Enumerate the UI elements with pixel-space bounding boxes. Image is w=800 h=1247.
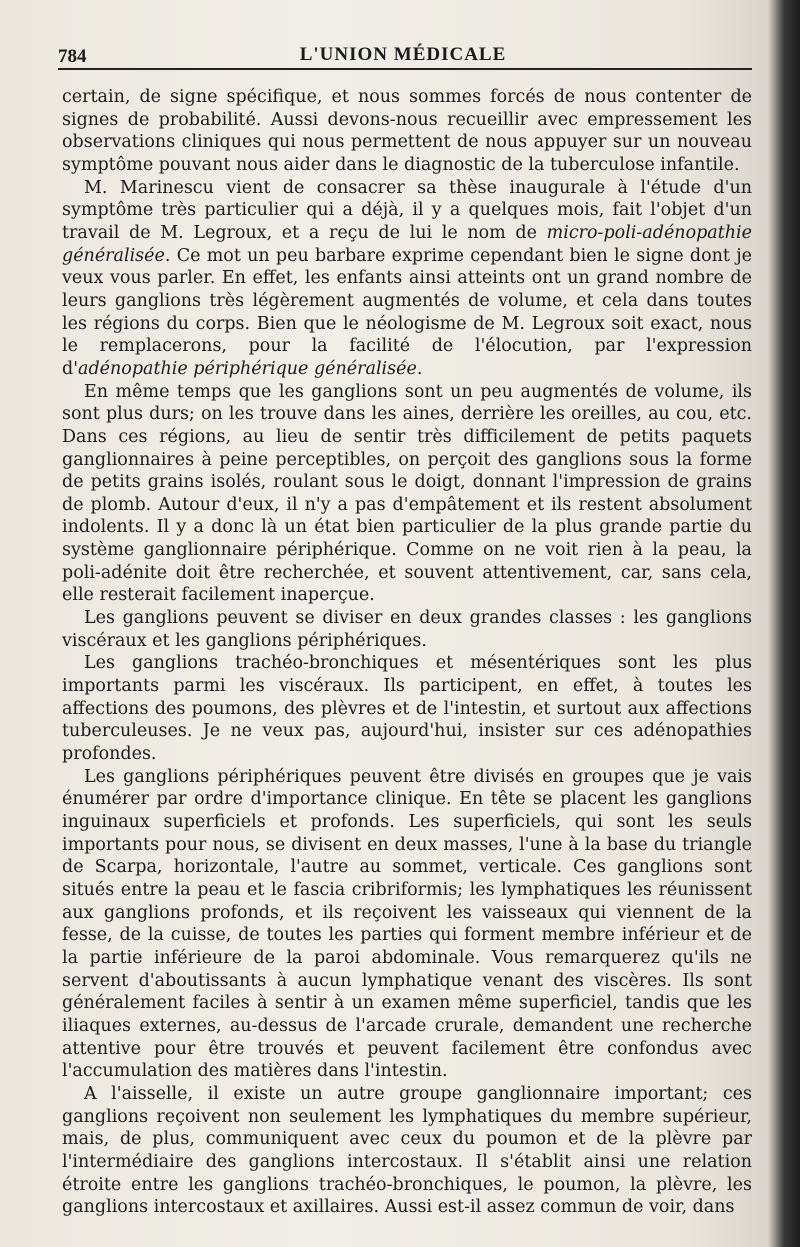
paragraph-text: Les ganglions trachéo-bronchiques et mésentériques sont les plus importants parmi les viscéraux. Ils participent, en effet, à toutes les affections des poumons, des plèvres et de l'intestin, et surtout aux affections tuberculeuses. Je ne veux pas, aujourd'hui, insister sur ces adénopathies profondes. <box>62 653 752 765</box>
page-header <box>58 38 748 72</box>
paragraph <box>62 86 752 177</box>
paragraph <box>62 766 752 1083</box>
paragraph-text: M. Marinescu vient de consacrer sa thèse inaugurale à l'étude d'un symptôme très particulier qui a déjà, il y a quelques mois, fait l'objet d'un travail de M. Legroux, et a reçu de lui le nom de <box>62 177 752 243</box>
page-number: 784 <box>58 46 87 67</box>
paragraph <box>62 177 752 381</box>
paragraph <box>62 1083 752 1219</box>
italic-term: adénopathie périphérique généralisée <box>78 358 417 379</box>
article-body <box>62 86 752 1219</box>
paragraph-text: . Ce mot un peu barbare exprime cependant bien le signe dont je veux vous parler. En effet, les enfants ainsi atteints ont un grand nombre de leurs ganglions très légèrement augmentés de volume, et cela dans toutes les régions du corps. Bien que le néologisme de M. Legroux soit exact, nous le remplacerons, pour la facilité de l'élocution, par l'expression d' <box>62 245 752 379</box>
paragraph-text: En même temps que les ganglions sont un peu augmentés de volume, ils sont plus durs; on les trouve dans les aines, derrière les oreilles, au cou, etc. Dans ces régions, au lieu de sentir très difficilement de petits paquets ganglionnaires à peine perceptibles, on perçoit des ganglions sous la forme de petits grains isolés, roulant sous le doigt, donnant l'impression de grains de plomb. Autour d'eux, il n'y a pas d'empâtement et ils restent absolument indolents. Il y a donc là un état bien particulier de la plus grande partie du système ganglionnaire périphérique. Comme on ne voit rien à la peau, la poli-adénite doit être recherchée, et souvent attentivement, car, sans cela, elle resterait facilement inaperçue. <box>62 381 752 606</box>
paragraph-text: Les ganglions périphériques peuvent être divisés en groupes que je vais énumérer par ordre d'importance clinique. En tête se placent les ganglions inguinaux superficiels et profonds. Les superficiels, qui sont les seuls importants pour nous, se divisent en deux masses, l'une à la base du triangle de Scarpa, horizontale, l'autre au sommet, verticale. Ces ganglions sont situés entre la peau et le fascia cribriformis; les lymphatiques les réunissent aux ganglions profonds, et ils reçoivent les vaisseaux qui viennent de la fesse, de la cuisse, de toutes les parties qui forment membre inférieur et de la partie inférieure de la paroi abdominale. Vous remarquerez qu'ils ne servent d'aboutissants à aucun lymphatique venant des viscères. Ils sont généralement faciles à sentir à un examen même superficiel, tandis que les iliaques externes, au-dessus de l'arcade crurale, demandent une recherche attentive pour être trouvés et peuvent facilement être confondus avec l'accumulation des matières dans l'intestin. <box>62 766 752 1082</box>
paragraph <box>62 607 752 652</box>
paragraph <box>62 652 752 765</box>
italic-term: micro-poli-adénopathie généralisée <box>62 222 752 266</box>
paragraph-text: A l'aisselle, il existe un autre groupe ganglionnaire important; ces ganglions reçoivent non seulement les lymphatiques du membre supérieur, mais, de plus, communiquent avec ceux du poumon et de la plèvre par l'intermédiaire des ganglions intercostaux. Il s'établit ainsi une relation étroite entre les ganglions trachéo-bronchiques, le poumon, la plèvre, les ganglions intercostaux et axillaires. Aussi est-il assez commun de voir, dans <box>62 1083 752 1218</box>
header-rule <box>58 68 752 70</box>
paragraph-text: certain, de signe spécifique, et nous sommes forcés de nous contenter de signes de probabilité. Aussi devons-nous recueillir avec empressement les observations cliniques qui nous permettent de nous appuyer sur un nouveau symptôme pouvant nous aider dans le diagnostic de la tuberculose infantile. <box>62 87 752 175</box>
journal-title: L'UNION MÉDICALE <box>299 44 507 65</box>
paragraph-text: Les ganglions peuvent se diviser en deux grandes classes : les ganglions viscéraux et les ganglions périphériques. <box>62 608 752 651</box>
paragraph-text: . <box>416 358 423 379</box>
paragraph <box>62 381 752 608</box>
